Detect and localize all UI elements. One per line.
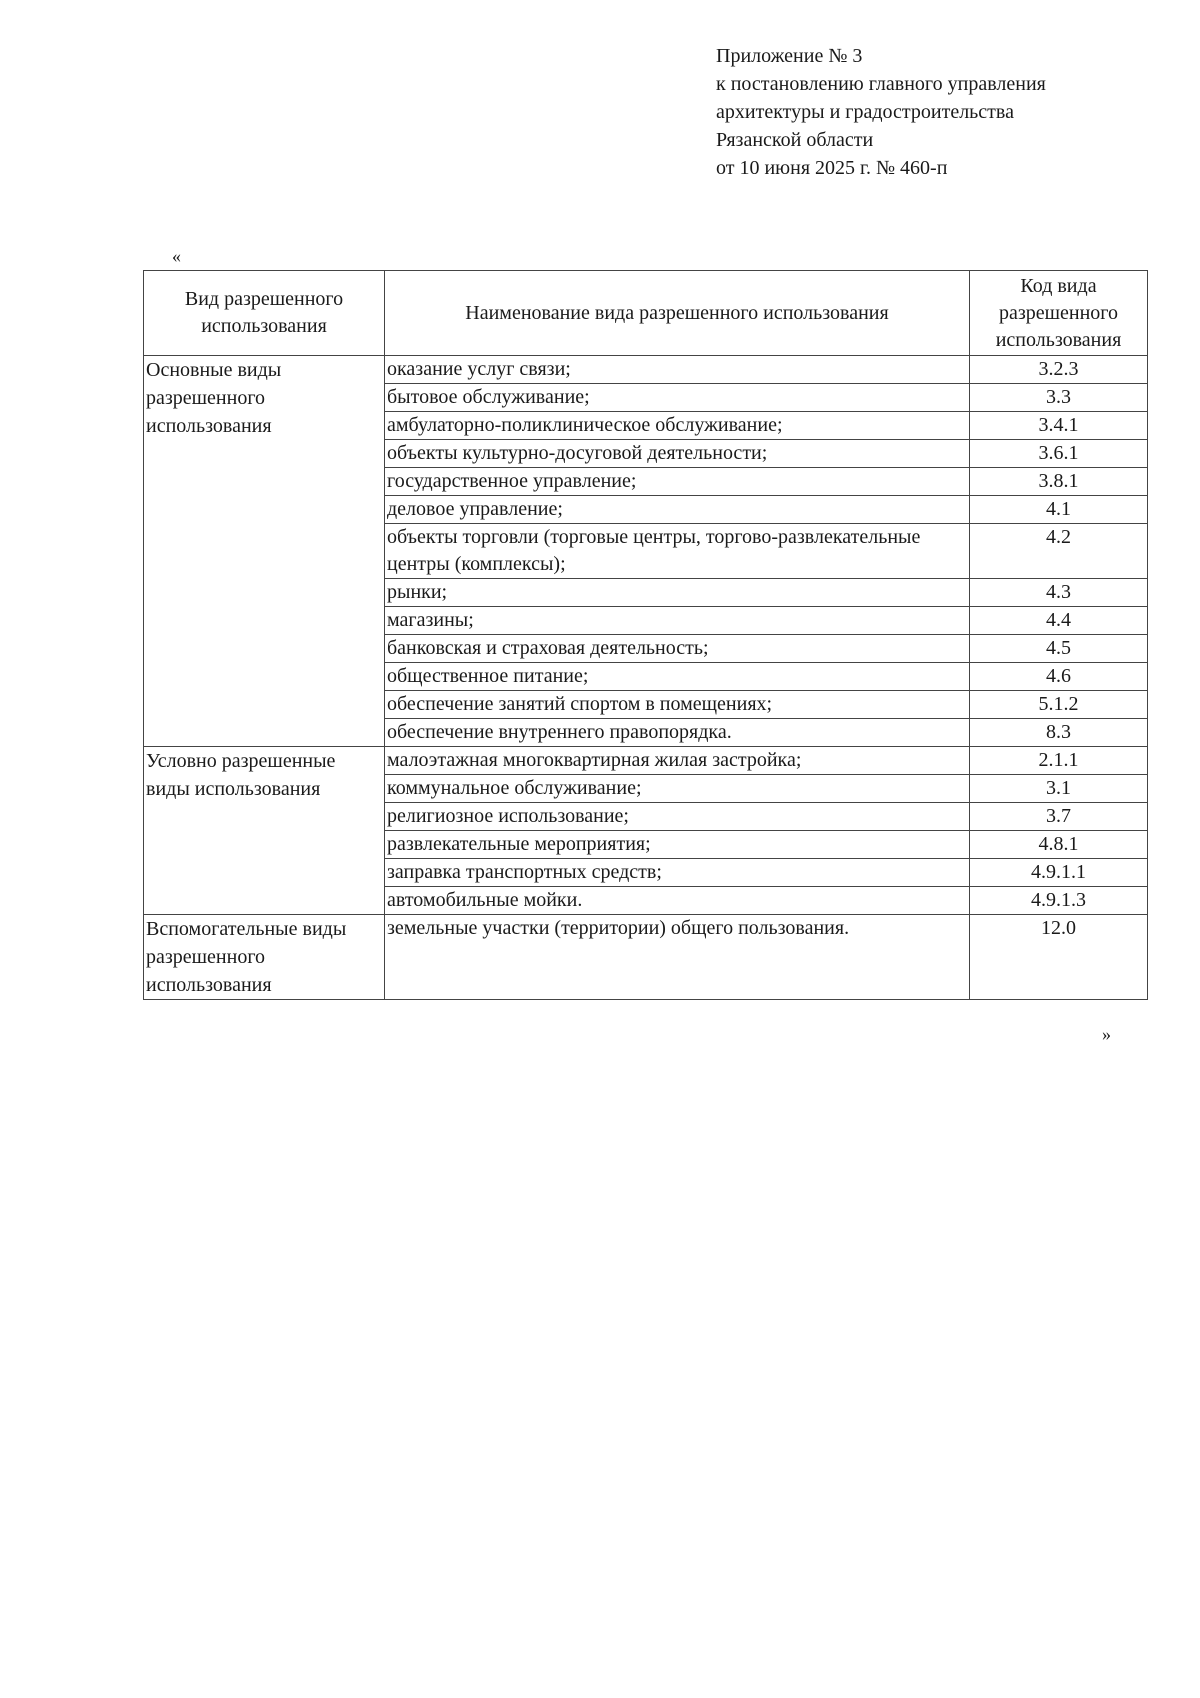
column-header-use-code: Код вида разрешенного использования — [970, 271, 1148, 356]
use-code: 4.2 — [970, 524, 1148, 579]
column-header-use-name: Наименование вида разрешенного использования — [385, 271, 970, 356]
use-code: 2.1.1 — [970, 747, 1148, 775]
use-code: 3.4.1 — [970, 412, 1148, 440]
appendix-header — [716, 42, 1046, 182]
use-code: 12.0 — [970, 915, 1148, 1000]
use-code: 4.6 — [970, 663, 1148, 691]
use-code: 5.1.2 — [970, 691, 1148, 719]
use-code: 3.1 — [970, 775, 1148, 803]
use-code: 4.4 — [970, 607, 1148, 635]
appendix-reference-line-2: архитектуры и градостроительства — [716, 101, 1014, 123]
use-name: рынки; — [385, 579, 970, 607]
use-code: 3.3 — [970, 384, 1148, 412]
use-name: объекты культурно-досуговой деятельности; — [385, 440, 970, 468]
use-name: государственное управление; — [385, 468, 970, 496]
use-code: 4.5 — [970, 635, 1148, 663]
appendix-date-number: от 10 июня 2025 г. № 460-п — [716, 157, 948, 179]
use-name: магазины; — [385, 607, 970, 635]
opening-quote: « — [172, 246, 181, 266]
group-title-main: Основные виды разрешенного использования — [144, 356, 385, 747]
use-code: 3.2.3 — [970, 356, 1148, 384]
appendix-reference-line-3: Рязанской области — [716, 129, 874, 151]
use-name: деловое управление; — [385, 496, 970, 524]
use-name: земельные участки (территории) общего пользования. — [385, 915, 970, 1000]
use-name: общественное питание; — [385, 663, 970, 691]
use-code: 4.9.1.1 — [970, 859, 1148, 887]
use-code: 3.7 — [970, 803, 1148, 831]
table-row — [144, 356, 1148, 384]
group-title-auxiliary: Вспомогательные виды разрешенного использования — [144, 915, 385, 1000]
use-code: 3.6.1 — [970, 440, 1148, 468]
use-name: автомобильные мойки. — [385, 887, 970, 915]
group-title-conditional: Условно разрешенные виды использования — [144, 747, 385, 915]
use-code: 4.9.1.3 — [970, 887, 1148, 915]
use-name: малоэтажная многоквартирная жилая застройка; — [385, 747, 970, 775]
land-use-table — [143, 270, 1148, 1000]
column-header-use-type: Вид разрешенного использования — [144, 271, 385, 356]
use-name: бытовое обслуживание; — [385, 384, 970, 412]
use-name: оказание услуг связи; — [385, 356, 970, 384]
use-name: развлекательные мероприятия; — [385, 831, 970, 859]
use-code: 4.3 — [970, 579, 1148, 607]
closing-quote: » — [1102, 1024, 1111, 1044]
use-name: обеспечение внутреннего правопорядка. — [385, 719, 970, 747]
use-name: банковская и страховая деятельность; — [385, 635, 970, 663]
appendix-number: Приложение № 3 — [716, 45, 863, 67]
use-code: 4.1 — [970, 496, 1148, 524]
use-name: заправка транспортных средств; — [385, 859, 970, 887]
use-name: объекты торговли (торговые центры, торгово-развлекательные центры (комплексы); — [385, 524, 970, 579]
use-name: коммунальное обслуживание; — [385, 775, 970, 803]
use-code: 8.3 — [970, 719, 1148, 747]
use-code: 4.8.1 — [970, 831, 1148, 859]
use-name: религиозное использование; — [385, 803, 970, 831]
use-name: обеспечение занятий спортом в помещениях; — [385, 691, 970, 719]
use-name: амбулаторно-поликлиническое обслуживание; — [385, 412, 970, 440]
table-row — [144, 747, 1148, 775]
use-code: 3.8.1 — [970, 468, 1148, 496]
table-row — [144, 915, 1148, 1000]
appendix-reference-line-1: к постановлению главного управления — [716, 73, 1046, 95]
table-header-row — [144, 271, 1148, 356]
